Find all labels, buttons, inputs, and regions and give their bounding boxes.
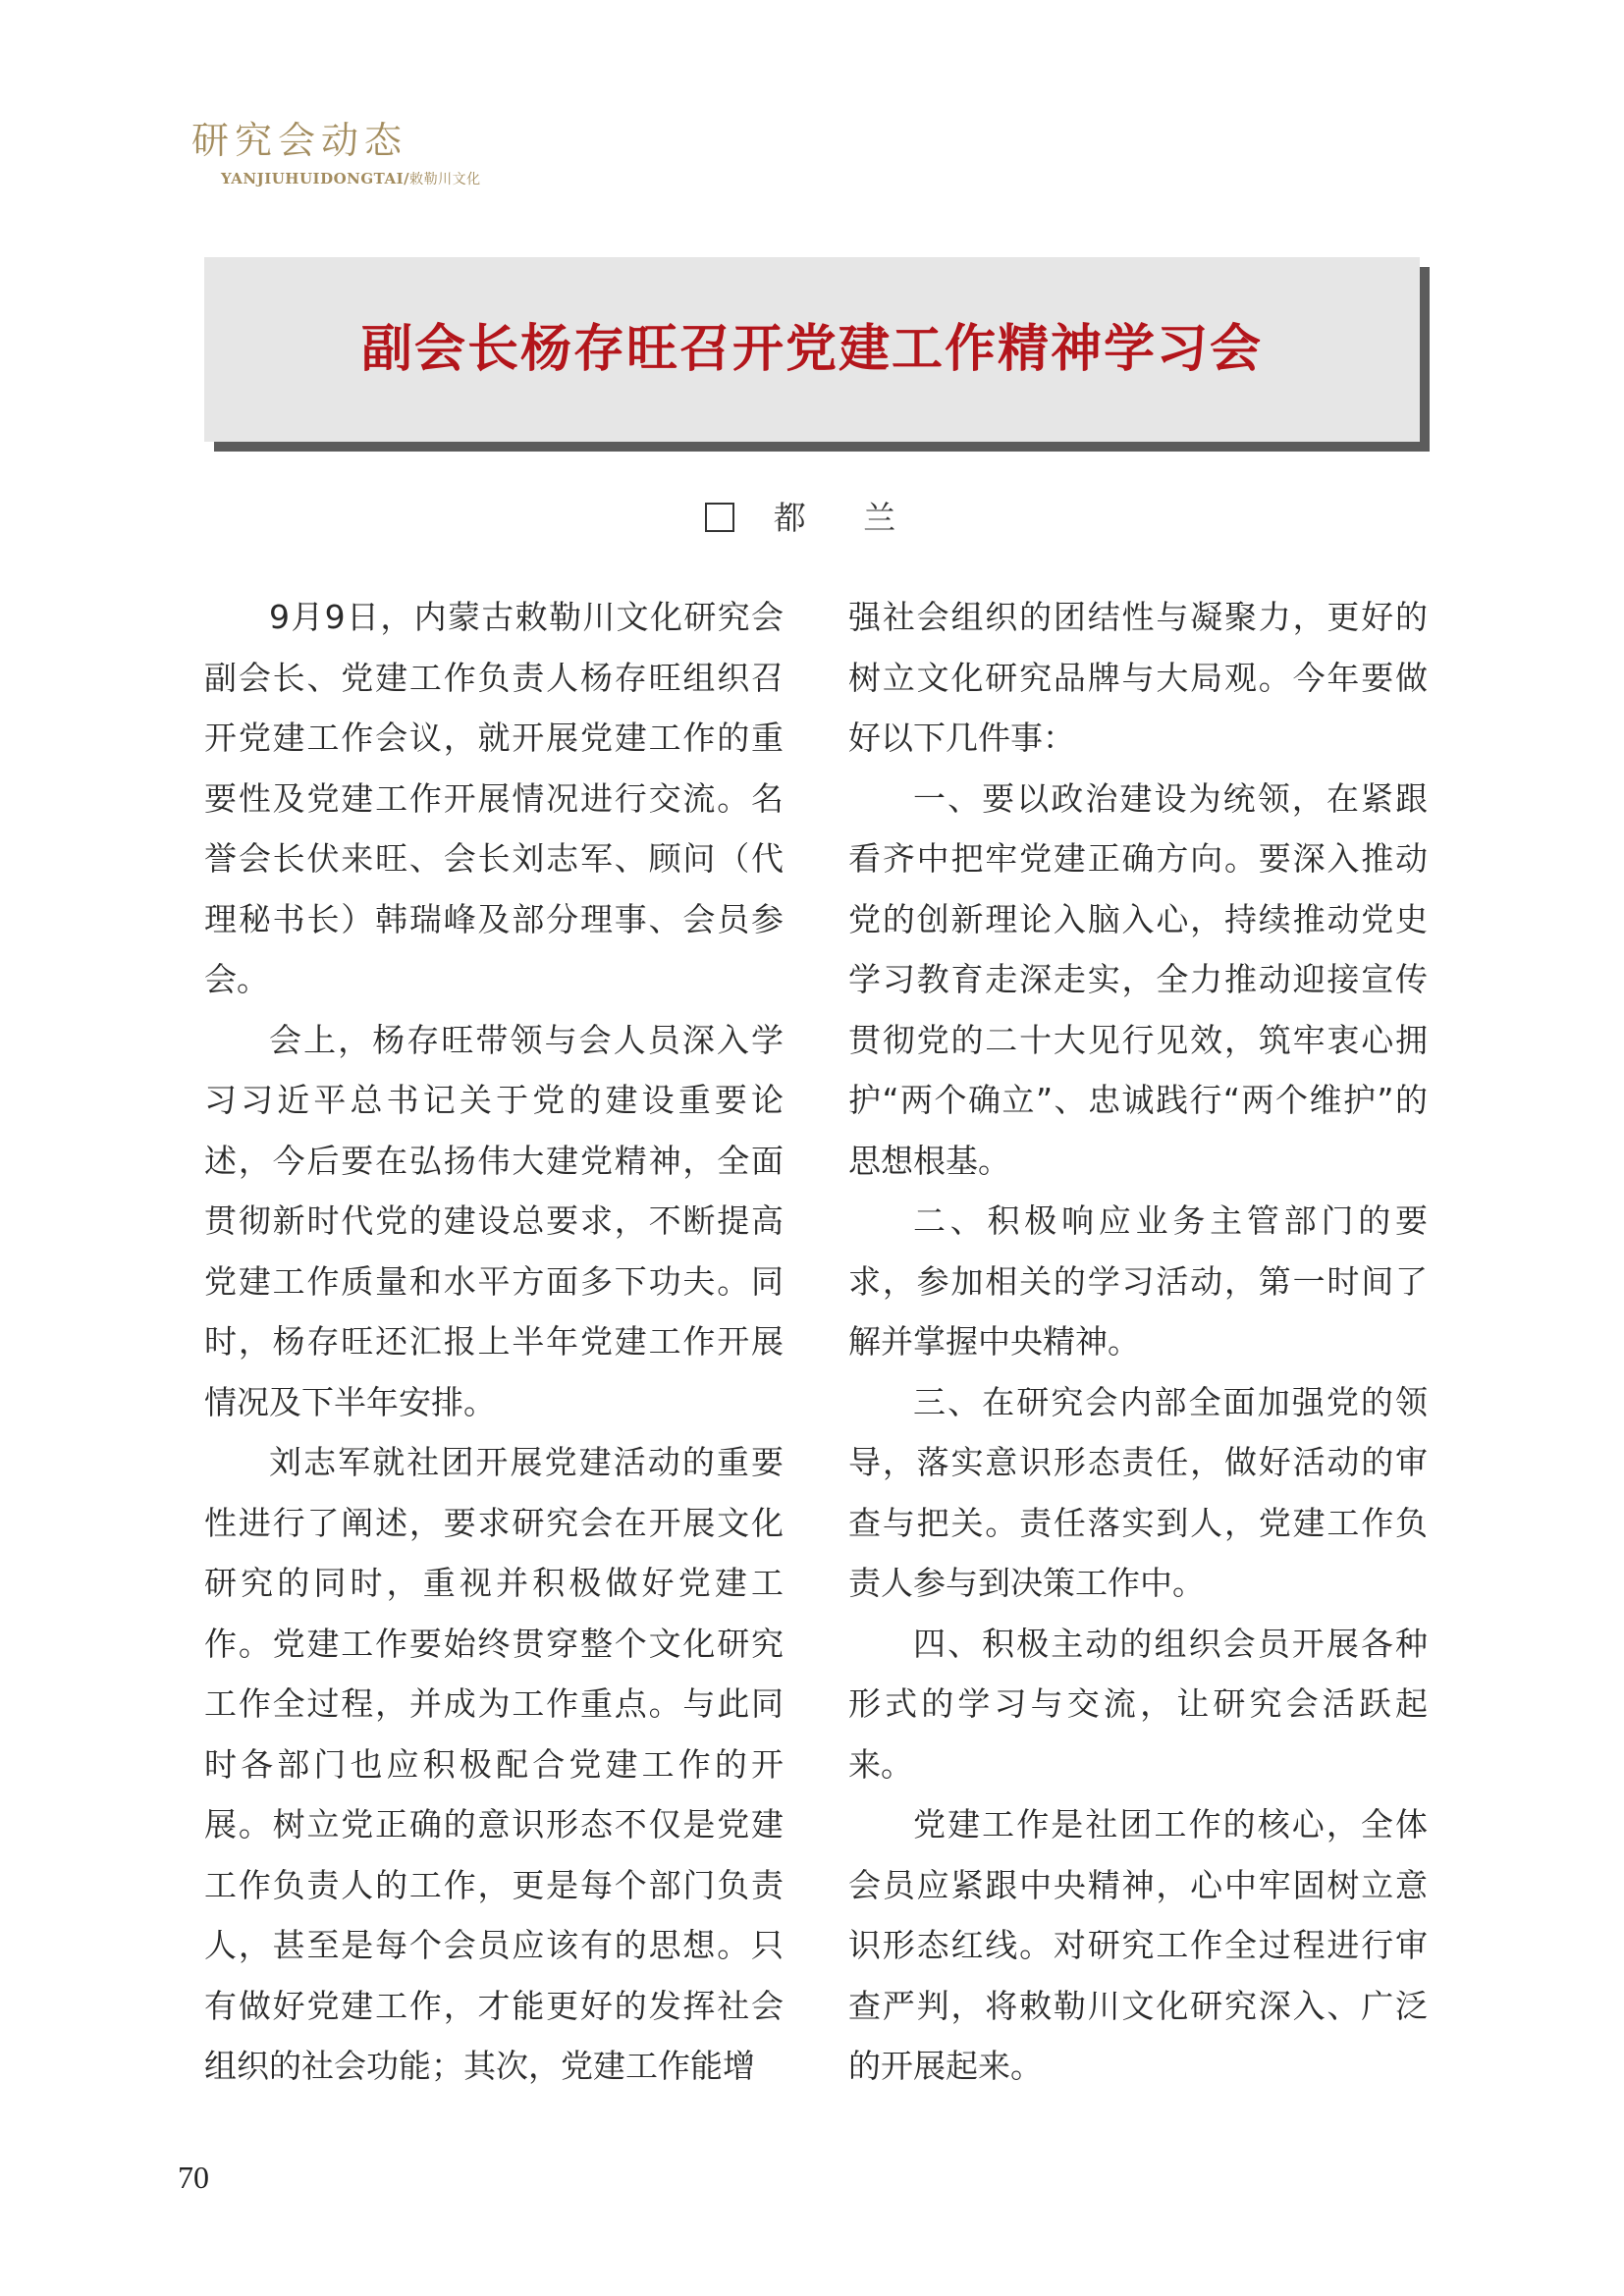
page-number: 70 <box>178 2160 209 2195</box>
paragraph: 党建工作是社团工作的核心，全体会员应紧跟中央精神，心中牢固树立意识形态红线。对研究工作全过程进行审查严判，将敕勒川文化研究深入、广泛的开展起来。 <box>848 1805 1428 2085</box>
paragraph: 会上，杨存旺带领与会人员深入学习习近平总书记关于党的建设重要论述，今后要在弘扬伟大建党精神，全面贯彻新时代党的建设总要求，不断提高党建工作质量和水平方面多下功夫。同时，杨存旺还汇报上半年党建工作开展情况及下半年安排。 <box>204 1020 784 1421</box>
author-box-icon <box>705 503 734 532</box>
section-header <box>191 116 604 187</box>
paragraph: 二、积极响应业务主管部门的要求，参加相关的学习活动，第一时间了解并掌握中央精神。 <box>848 1201 1428 1361</box>
paragraph: 一、要以政治建设为统领，在紧跟看齐中把牢党建正确方向。要深入推动党的创新理论入脑入心，持续推动党史学习教育走深走实，全力推动迎接宣传贯彻党的二十大见行见效，筑牢衷心拥护“两个确立”、忠诚践行“两个维护”的思想根基。 <box>848 778 1428 1180</box>
paragraph: 四、积极主动的组织会员开展各种形式的学习与交流，让研究会活跃起来。 <box>848 1624 1428 1784</box>
section-title: 研究会动态 <box>191 119 408 162</box>
author-name: 都 兰 <box>773 499 920 537</box>
paragraph: 9月9日，内蒙古敕勒川文化研究会副会长、党建工作负责人杨存旺组织召开党建工作会议，就开展党建工作的重要性及党建工作开展情况进行交流。名誉会长伏来旺、会长刘志军、顾问（代理秘书长）韩瑞峰及部分理事、会员参会。 <box>204 598 784 998</box>
section-subtitle <box>221 169 481 188</box>
paragraph-continuation: 强社会组织的团结性与凝聚力，更好的树立文化研究品牌与大局观。今年要做好以下几件事： <box>848 598 1428 757</box>
subtitle-separator: / <box>404 170 410 187</box>
author-line <box>0 493 1624 539</box>
section-subtitle-en: YANJIUHUIDONGTAI <box>221 170 405 187</box>
paragraph: 刘志军就社团开展党建活动的重要性进行了阐述，要求研究会在开展文化研究的同时，重视并积极做好党建工作。党建工作要始终贯穿整个文化研究工作全过程，并成为工作重点。与此同时各部门也应积极配合党建工作的开展。树立党正确的意识形态不仅是党建工作负责人的工作，更是每个部门负责人，甚至是每个会员应该有的思想。只有做好党建工作，才能更好的发挥社会组织的社会功能；其次，党建工作能增 <box>204 1443 784 2085</box>
article-title: 副会长杨存旺召开党建工作精神学习会 <box>360 319 1263 379</box>
section-subtitle-cn: 敕勒川文化 <box>409 172 481 187</box>
right-column <box>848 587 1428 2097</box>
paragraph: 三、在研究会内部全面加强党的领导，落实意识形态责任，做好活动的审查与把关。责任落实到人，党建工作负责人参与到决策工作中。 <box>848 1382 1428 1602</box>
left-column <box>204 587 784 2097</box>
title-banner <box>204 257 1420 442</box>
